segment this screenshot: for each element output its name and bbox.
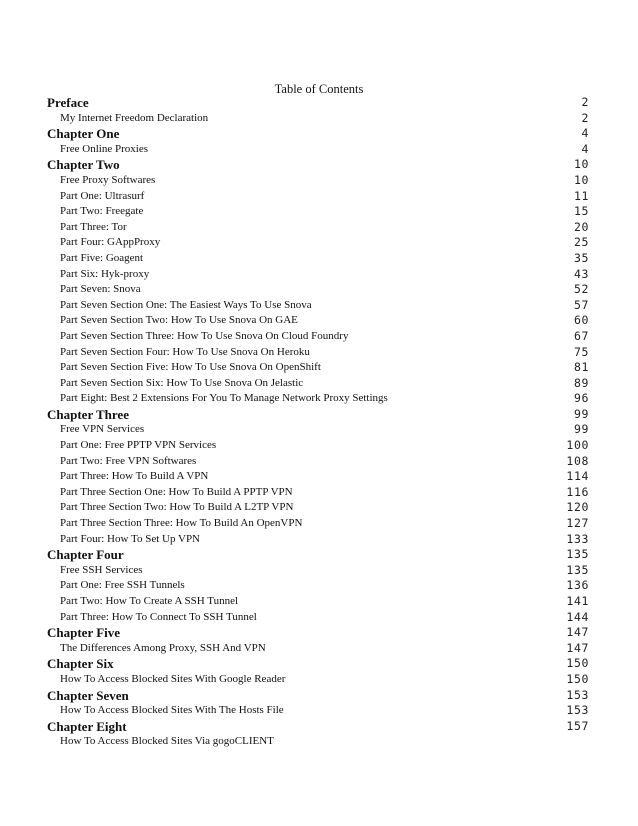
toc-section-entry[interactable] [47,220,589,236]
toc-section-entry[interactable] [47,267,589,283]
toc-entry-label: Part Six: Hyk-proxy [60,267,150,280]
toc-section-entry[interactable] [47,235,589,251]
toc-section-entry[interactable] [47,173,589,189]
toc-entry-page-number: 157 [566,718,589,733]
toc-entry-label: Part Four: GAppProxy [60,236,161,249]
toc-entry-page-number: 116 [566,484,589,499]
toc-section-entry[interactable] [47,111,589,127]
toc-entry-page-number: 15 [573,204,589,219]
toc-entry-page-number: 75 [573,344,589,359]
toc-entry-label: Part Seven Section One: The Easiest Ways To Use Snova [60,298,312,311]
toc-entry-page-number: 153 [566,687,589,702]
toc-entry-label: Part Three: Tor [60,220,127,233]
toc-entry-label: Chapter Six [47,656,114,672]
toc-chapter-entry[interactable] [47,407,589,423]
toc-section-entry[interactable] [47,672,589,688]
toc-entry-label: Part Seven: Snova [60,283,141,296]
toc-entry-page-number: 141 [566,594,589,608]
toc-section-entry[interactable] [47,313,589,329]
toc-entry-label: Part Seven Section Two: How To Use Snova On GAE [60,314,298,327]
toc-entry-label: Part One: Free SSH Tunnels [60,579,185,592]
toc-entry-page-number: 20 [573,219,589,234]
toc-entry-page-number: 144 [566,609,589,624]
toc-entry-label: Part Seven Section Five: How To Use Snova On OpenShift [60,361,321,374]
toc-entry-label: Part Three Section One: How To Build A PPTP VPN [60,485,293,498]
toc-section-entry[interactable] [47,282,589,298]
toc-title: Table of Contents [274,82,364,96]
toc-section-entry[interactable] [47,485,589,501]
toc-section-entry[interactable] [47,500,589,516]
toc-entry-label: How To Access Blocked Sites With Google Reader [60,672,286,685]
toc-entry-page-number: 89 [573,375,589,390]
toc-section-entry[interactable] [47,469,589,485]
toc-entry-page-number: 4 [581,141,589,156]
toc-entry-page-number: 11 [573,188,589,203]
toc-entry-page-number: 153 [566,703,589,718]
toc-chapter-entry[interactable] [47,688,589,704]
toc-section-entry[interactable] [47,594,589,610]
toc-entry-label: Preface [47,95,89,110]
toc-entry-page-number: 147 [566,625,589,640]
toc-entry-label: Chapter Two [47,157,120,173]
toc-section-entry[interactable] [47,641,589,657]
toc-entry-page-number: 114 [566,469,589,484]
toc-chapter-entry[interactable] [47,625,589,641]
toc-entry-label: Part One: Free PPTP VPN Services [60,439,217,452]
toc-entry-label: Part Seven Section Six: How To Use Snova On Jelastic [60,376,304,389]
toc-chapter-entry[interactable] [47,95,589,111]
toc-section-entry[interactable] [47,142,589,158]
toc-section-entry[interactable] [47,610,589,626]
toc-entry-label: The Differences Among Proxy, SSH And VPN [60,641,266,654]
toc-entry-page-number: 25 [573,235,589,250]
toc-entry-label: Chapter Four [47,547,124,563]
toc-entry-page-number: 4 [581,126,589,141]
toc-entry-label: Part Three: How To Connect To SSH Tunnel [60,610,257,623]
toc-entry-label: Free Online Proxies [60,142,148,155]
toc-entry-label: Part Three: How To Build A VPN [60,470,209,483]
toc-entry-label: Part Two: Freegate [60,205,144,218]
toc-entry-page-number: 100 [566,438,589,453]
toc-entry-label: How To Access Blocked Sites With The Hosts File [60,704,284,717]
toc-entry-page-number: 60 [573,313,589,328]
toc-section-entry[interactable] [47,563,589,579]
toc-entry-label: Part Two: How To Create A SSH Tunnel [60,595,239,607]
toc-entry-label: Part Three Section Three: How To Build An OpenVPN [60,517,303,530]
toc-section-entry[interactable] [47,516,589,532]
toc-entry-page-number: 2 [581,95,589,109]
toc-entry-label: Chapter Seven [47,687,129,703]
toc-entry-page-number: 135 [566,562,589,577]
toc-section-entry[interactable] [47,422,589,438]
toc-entry-page-number: 10 [573,157,589,172]
toc-entry-label: Part Three Section Two: How To Build A L2TP VPN [60,501,294,514]
toc-section-entry[interactable] [47,204,589,220]
toc-entry-label: My Internet Freedom Declaration [60,111,209,124]
toc-entry-page-number: 10 [573,172,589,187]
toc-entry-label: Free Proxy Softwares [60,173,156,186]
toc-entry-page-number: 127 [566,516,589,531]
toc-entry-page-number: 96 [573,391,589,406]
toc-chapter-entry[interactable] [47,656,589,672]
toc-section-entry[interactable] [47,454,589,470]
toc-section-entry[interactable] [47,703,589,719]
toc-entry-page-number: 150 [566,671,589,686]
toc-entry-page-number: 99 [573,422,589,437]
toc-section-entry[interactable] [47,251,589,267]
toc-entry-page-number: 57 [573,297,589,312]
toc-entry-label: Free VPN Services [60,423,145,436]
toc-chapter-entry[interactable] [47,157,589,173]
toc-entry-label: Part Seven Section Four: How To Use Snova On Heroku [60,345,310,358]
toc-entry-label: How To Access Blocked Sites Via gogoCLIENT [60,735,274,748]
toc-entry-label: Part Seven Section Three: How To Use Snova On Cloud Foundry [60,329,349,342]
toc-entry-label: Part Five: Goagent [60,251,144,264]
toc-section-entry[interactable] [47,329,589,345]
toc-entry-page-number: 81 [573,360,589,375]
toc-entry-label: Free SSH Services [60,563,143,576]
toc-section-entry[interactable] [47,345,589,361]
toc-section-entry[interactable] [47,376,589,392]
toc-entry-label: Part Two: Free VPN Softwares [60,454,197,467]
toc-section-entry[interactable] [47,578,589,594]
toc-section-entry[interactable] [47,298,589,314]
toc-entry-page-number: 150 [566,656,589,671]
toc-entry-page-number: 136 [566,578,589,593]
toc-entry-page-number: 52 [573,282,589,297]
toc-entry-label: Chapter Five [47,625,121,641]
toc-entry-label: Part One: Ultrasurf [60,189,145,202]
toc-section-entry[interactable] [47,189,589,205]
toc-entry-page-number: 120 [566,500,589,515]
toc-section-entry[interactable] [47,391,589,407]
toc-entry-page-number: 35 [573,250,589,265]
toc-entry-page-number: 2 [581,110,589,125]
toc-entry-page-number: 43 [573,266,589,281]
toc-section-entry[interactable] [47,734,589,750]
toc-section-entry[interactable] [47,532,589,548]
toc-entry-page-number: 99 [573,406,589,421]
toc-chapter-entry[interactable] [47,547,589,563]
toc-entry-page-number: 147 [566,640,589,655]
toc-section-entry[interactable] [47,360,589,376]
toc-entry-label: Chapter One [47,126,120,142]
toc-chapter-entry[interactable] [47,719,589,735]
toc-list [47,95,589,750]
toc-entry-page-number: 133 [566,531,589,546]
toc-entry-label: Part Eight: Best 2 Extensions For You To Manage Network Proxy Settings [60,392,388,405]
toc-entry-page-number: 135 [566,547,589,562]
toc-entry-page-number: 67 [573,328,589,343]
toc-section-entry[interactable] [47,438,589,454]
toc-entry-page-number: 108 [566,453,589,468]
toc-entry-label: Part Four: How To Set Up VPN [60,532,201,545]
toc-entry-label: Chapter Three [47,406,129,422]
toc-chapter-entry[interactable] [47,126,589,142]
toc-entry-label: Chapter Eight [47,718,127,734]
